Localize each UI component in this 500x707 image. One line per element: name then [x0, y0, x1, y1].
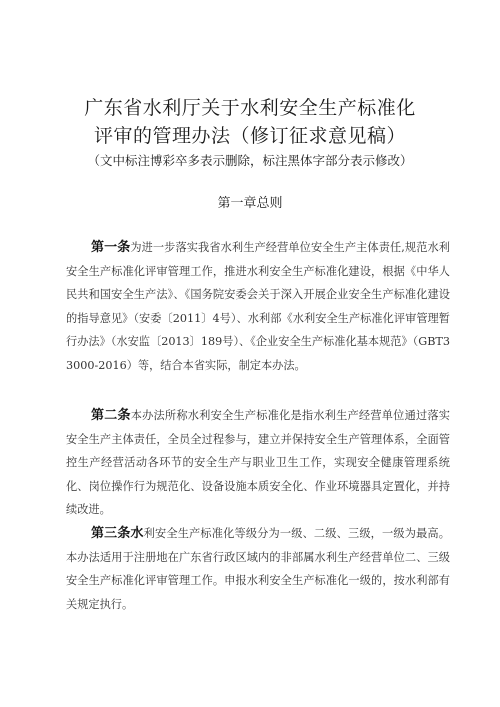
article-3 [66, 522, 450, 616]
article-1 [66, 236, 450, 377]
article-3-text: 利安全生产标准化等级分为一级、二级、三级，一级为最高。本办法适用于注册地在广东省行政区域内的非部属水利生产经营单位二、三级安全生产标准化评审管理工作。申报水利安全生产标准化一级的，按水利部有关规定执行。 [66, 527, 450, 611]
chapter-title: 第一章总则 [217, 196, 283, 211]
article-1-text: 为进一步落实我省水利生产经营单位安全生产主体责任,规范水利安全生产标准化评审管理工作，推进水利安全生产标准化建设，根据《中华人民共和国安全生产法》、《国务院安委会关于深入开展企业安全生产标准化建设的指导意见》（安委〔2011〕4号）、水利部《水利安全生产标准化评审管理暂行办法》（水安监〔2013〕189号）、《企业安全生产标准化基本规范》（GBT33000-2016）等，结合本省实际，制定本办法。 [66, 241, 450, 372]
article-1-heading: 第一条 [91, 240, 131, 255]
article-2 [66, 404, 450, 522]
article-2-text: 本办法所称水利安全生产标准化是指水利生产经营单位通过落实安全生产主体责任，全员全过程参与，建立并保持安全生产管理体系，全面管控生产经营活动各环节的安全生产与职业卫生工作，实现安全健康管理系统化、岗位操作行为规范化、设备设施本质安全化、作业环境器具定置化，并持续改进。 [66, 409, 450, 516]
document-title-line-2: 评审的管理办法（修订征求意见稿） [93, 125, 406, 147]
document-subtitle: （文中标注博彩卒多表示删除，标注黑体字部分表示修改） [87, 153, 413, 168]
document-title-line-1: 广东省水利厅关于水利安全生产标准化 [84, 97, 416, 119]
article-3-heading: 第三条水 [91, 526, 144, 541]
article-2-heading: 第二条 [91, 408, 131, 423]
